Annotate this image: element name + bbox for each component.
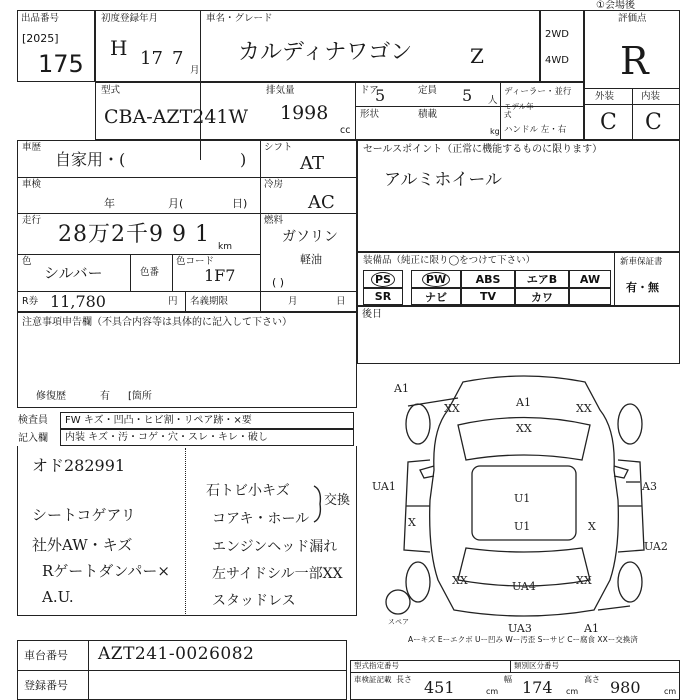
load-unit: kg [490,127,500,136]
mark-ua3-bottom: UA3 [508,622,532,634]
mark-xx-front-right: XX [576,402,592,415]
usage-label: 車歴 [22,142,42,153]
note-right-3: エンジンヘッド漏れ [212,539,338,555]
chassis-value: AZT241-0026082 [98,644,255,664]
repair-label: 修復歴 [36,391,66,402]
note-right-extra: 交換 [324,493,351,508]
capacity-value: 5 [462,86,473,105]
inspector-row2-items: 内装 キズ・汚・コゲ・穴・スレ・キレ・破し [65,432,268,443]
notes-label: 注意事項申告欄（不具合内容等は具体的に記入して下さい） [22,317,292,328]
model-year-label: モデル年式 [504,102,534,119]
repair-value: 有 [100,391,110,402]
note-left-4: Rゲートダンパー× [42,562,170,580]
ac-label: 冷房 [264,179,284,190]
auction-name: ①会場後 [596,0,635,11]
exterior-label: 外装 [595,91,615,102]
fuel-paren: ( ) [272,276,285,289]
diagram-legend: Aーキズ Eーエクボ Uー凹み Wー汚歪 Sーサビ Cー腐食 XXー交換済 [408,635,638,644]
inspection-year: 年 [104,197,115,210]
title-expiry-label: 名義期限 [190,296,229,307]
expiry-month: 月 [288,296,298,307]
wheel-fl [406,404,430,444]
model-code-label: 型式 [101,85,121,96]
width-unit: cm [566,687,579,696]
mark-spare: スペア [388,618,409,626]
mark-a1-top: A1 [394,382,409,395]
capacity-label: 定員 [418,85,438,96]
repair-location: [箇所 [128,391,152,402]
note-left-1: オド282991 [32,456,126,475]
mark-ua4-rear: UA4 [512,580,536,593]
type-number-label: 型式指定番号 [354,661,399,670]
equip-pw: PW [411,270,461,288]
length-label: 長さ [396,675,412,684]
wheel-rl [406,562,430,602]
mark-xx-front-left: XX [444,402,460,415]
interior-grade: C [645,110,662,135]
mark-a1-bottom: A1 [584,622,599,634]
equip-tv: TV [461,288,515,305]
steering-label: ハンドル 左・右 [504,125,567,135]
mileage-value: 28万2千9 9 1 [58,222,210,247]
bracket-mark [312,484,324,524]
grade-value: Z [470,44,484,68]
drive-4wd: 4WD [545,55,569,66]
usage-value: 自家用・( [55,150,126,169]
mark-a3-right: A3 [642,480,657,493]
registration-label: 初度登録年月 [101,13,159,24]
color-value: シルバー [44,264,103,282]
equip-navi: ナビ [411,288,461,305]
equip-sr: SR [363,288,403,305]
shift-value: AT [300,153,325,174]
exterior-grade: C [600,110,617,135]
displacement-value: 1998 [280,102,329,124]
cert-label: 車検証記載 [354,675,392,684]
inspector-row1-label: 検査員 [18,415,48,426]
model-name-label: 車名・グレード [206,13,273,24]
length-unit: cm [486,687,499,696]
score-label: 評価点 [618,13,647,24]
inspection-label: 車検 [22,179,42,190]
doors-value: 5 [375,86,386,105]
mileage-label: 走行 [22,215,42,226]
spare-tire [386,590,410,614]
selling-points-box [357,140,680,252]
wheel-fr [618,404,642,444]
warranty-value: 有・無 [626,281,659,294]
note-right-4: 左サイドシル一部XX [212,566,343,582]
selling-points-label: セールスポイント（正常に機能するものに限ります） [363,144,603,155]
displacement-unit: cc [340,125,351,136]
later-date-box [357,306,680,364]
doors-label: ドア [360,85,379,96]
recycle-unit: 円 [168,296,178,307]
equipment-label: 装備品（純正に限り◯をつけて下さい） [363,255,536,266]
recycle-label: R券 [22,296,39,307]
equip-abs: ABS [461,270,515,288]
note-right-1: 石トビ小キズ [206,483,290,499]
color-code-value: 1F7 [204,266,236,285]
equip-ps: PS [363,270,403,288]
equip-airbag: エアB [515,270,569,288]
height-label: 高さ [584,675,600,684]
registration-year: 17 [140,48,163,69]
mark-x-left-door: X [408,516,416,529]
warranty-label: 新車保証書 [620,257,663,267]
month-unit: 月 [190,65,200,76]
inspector-row2-label: 記入欄 [18,433,48,444]
mark-xx-rear-left: XX [452,574,468,587]
length-value: 451 [424,678,455,697]
ac-value: AC [308,192,335,213]
chassis-label: 車台番号 [24,649,68,662]
displacement-label: 排気量 [266,85,295,96]
inspection-month: 月( [168,197,184,210]
width-label: 幅 [504,675,512,684]
mark-x-right-door: X [588,520,596,533]
mark-u1-roof-lower: U1 [514,520,531,533]
expiry-day: 日 [336,296,346,307]
usage-close: ) [240,150,247,169]
equip-leather: カワ [515,288,569,305]
inspection-day: 日) [232,197,248,210]
plate-label: 登録番号 [24,679,68,692]
note-left-5: A.U. [42,588,74,606]
body-shape-label: 形状 [360,109,380,120]
height-unit: cm [664,687,677,696]
drive-box [540,10,584,82]
equip-aw: AW [569,270,611,288]
registration-month: 7 [172,48,184,69]
note-right-2: コアキ・ホール [212,511,310,527]
car-damage-diagram [368,370,680,634]
selling-points-value: アルミホイール [384,170,502,190]
inspector-row1-items: FW キズ・凹凸・ヒビ割・リペア跡・×要 [65,415,252,426]
note-left-2: シートコゲアリ [32,506,136,524]
wheel-rr [618,562,642,602]
lot-number: 175 [38,50,84,78]
capacity-unit: 人 [488,95,498,106]
model-code-value: CBA-AZT241W [104,106,249,128]
recycle-value: 11,780 [50,292,106,311]
later-date-label: 後日 [362,309,382,320]
mileage-unit: km [218,242,232,252]
score-value: R [620,39,649,83]
color-number-label: 色番 [140,267,160,278]
shift-label: シフト [264,142,293,153]
color-code-label: 色コード [176,256,215,267]
mark-u1-roof: U1 [514,492,531,505]
mark-xx-rear-right: XX [576,574,592,587]
fuel-value: ガソリン [282,229,338,245]
class-number-label: 類別区分番号 [514,661,559,670]
mark-xx-windshield: XX [516,422,532,435]
interior-label: 内装 [641,91,661,102]
color-label: 色 [22,256,32,267]
note-left-3: 社外AW・キズ [32,536,133,554]
lot-label: 出品番号 [21,13,60,24]
model-name-value: カルディナワゴン [238,40,413,65]
fuel-label: 燃料 [264,215,284,226]
registration-era: H [110,36,128,60]
drive-2wd: 2WD [545,29,569,40]
width-value: 174 [522,678,553,697]
mark-ua2-right: UA2 [644,540,668,553]
mark-ua1-left: UA1 [372,480,396,493]
equip-empty [569,288,611,305]
load-label: 積載 [418,109,438,120]
note-right-5: スタッドレス [212,593,296,609]
mark-a1-hood: A1 [516,396,531,409]
height-value: 980 [610,678,641,697]
dealer-label: ディーラー・並行 [504,87,572,97]
lot-code: [2025] [22,32,59,45]
fuel-option: 軽油 [300,253,322,266]
